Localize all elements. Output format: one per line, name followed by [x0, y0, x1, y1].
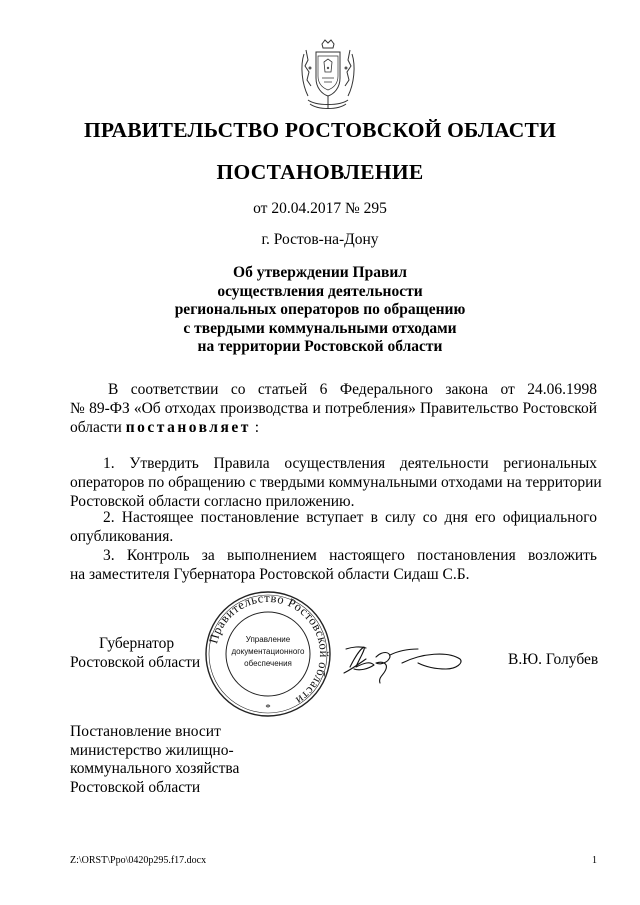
seal-star: *	[265, 702, 271, 714]
official-seal	[204, 590, 332, 718]
item-line: 1. Утвердить Правила осуществления деятельности региональных	[103, 455, 597, 472]
title-line: Об утверждении Правил	[233, 264, 407, 281]
submitted-by-line: коммунального хозяйства	[70, 760, 240, 777]
seal-outer-text: Правительство Ростовской области	[206, 590, 332, 708]
signatory-name: В.Ю. Голубев	[508, 651, 599, 668]
preamble-line: № 89-ФЗ «Об отходах производства и потребления» Правительство Ростовской	[70, 400, 597, 417]
submitted-by-line: министерство жилищно-	[70, 741, 234, 759]
organization-heading: ПРАВИТЕЛЬСТВО РОСТОВСКОЙ ОБЛАСТИ	[83, 118, 556, 142]
decree-item-1	[70, 454, 602, 511]
title-line: с твердыми коммунальными отходами	[183, 319, 457, 337]
document-title	[0, 264, 640, 357]
item-line: операторов по обращению с твердыми коммунальными отходами на территории	[70, 474, 602, 491]
title-line: региональных операторов по обращению	[174, 301, 466, 318]
item-line: 3. Контроль за выполнением настоящего постановления возложить	[103, 547, 597, 564]
seal-inner-text: Управление	[245, 635, 291, 644]
preamble-text: области	[70, 419, 126, 436]
title-line: осуществления деятельности	[217, 282, 423, 300]
signatory-title-line: Ростовской области	[70, 654, 201, 671]
document-type-heading: ПОСТАНОВЛЕНИЕ	[216, 160, 424, 184]
city-line: г. Ростов-на-Дону	[261, 231, 379, 248]
signatory-title	[70, 634, 200, 672]
decree-verb: постановляет	[125, 419, 251, 436]
coat-of-arms-emblem	[296, 38, 360, 114]
seal-inner-text: обеспечения	[244, 659, 292, 668]
decree-item-3	[70, 546, 597, 584]
submitted-by-line: Ростовской области	[70, 778, 201, 796]
decree-item-2	[70, 508, 597, 546]
item-line: Ростовской области согласно приложению.	[70, 493, 355, 510]
signatory-title-line: Губернатор	[99, 635, 175, 652]
submitted-by-line: Постановление вносит	[70, 723, 221, 740]
footer-file-path: Z:\ORST\Ppo\0420p295.f17.docx	[70, 855, 207, 866]
preamble-paragraph	[70, 380, 597, 437]
submitted-by-block	[70, 723, 239, 797]
date-number-line: от 20.04.2017 № 295	[253, 200, 387, 217]
seal-inner-text: документационного	[231, 647, 305, 656]
item-line: на заместителя Губернатора Ростовской области Сидаш С.Б.	[70, 566, 470, 583]
title-line: на территории Ростовской области	[197, 338, 443, 355]
page-number: 1	[592, 855, 597, 866]
preamble-line	[70, 418, 597, 437]
preamble-line: В соответствии со статьей 6 Федерального закона от 24.06.1998	[108, 381, 597, 398]
item-line: опубликования.	[70, 528, 174, 545]
handwritten-signature	[340, 635, 470, 685]
item-line: 2. Настоящее постановление вступает в силу со дня его официального	[103, 509, 597, 526]
preamble-colon: :	[250, 419, 260, 436]
